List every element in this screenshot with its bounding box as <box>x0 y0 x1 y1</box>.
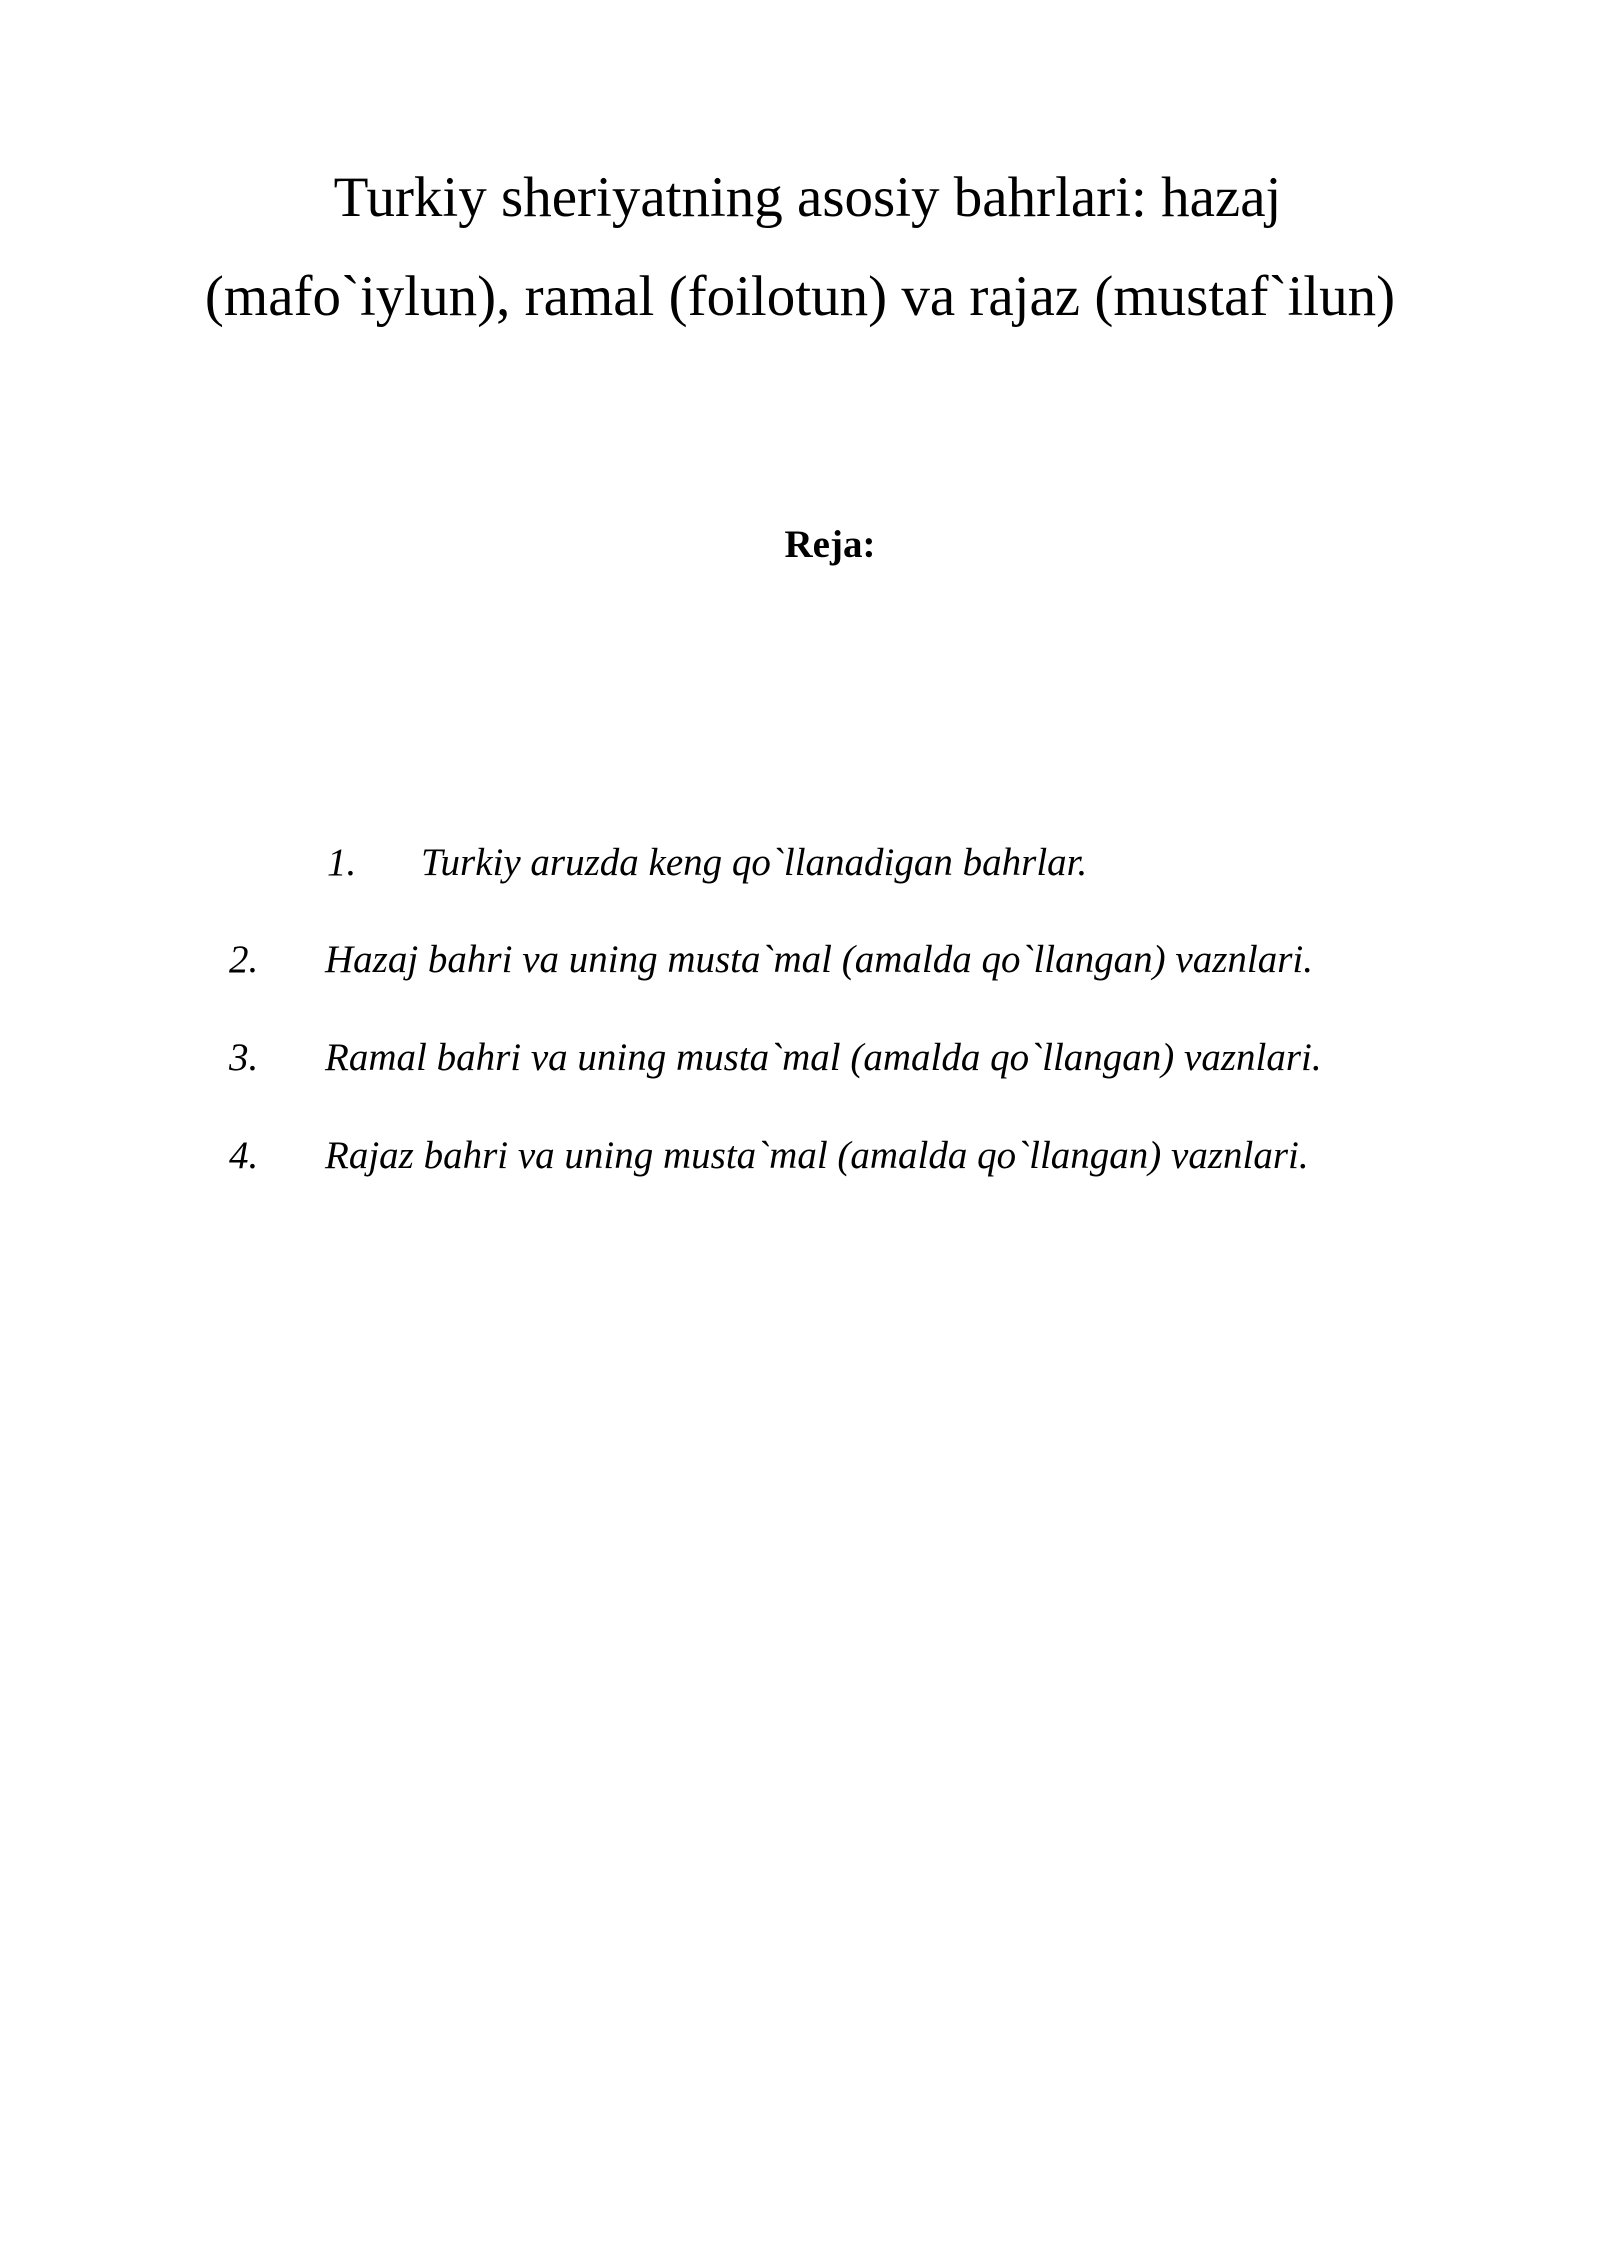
document-title <box>0 148 1600 346</box>
plan-item-number: 3. <box>229 1036 259 1079</box>
plan-item-text: Ramal bahri va uning musta`mal (amalda qo`llangan) vaznlari. <box>325 1036 1322 1079</box>
plan-item-text: Turkiy aruzda keng qo`llanadigan bahrlar. <box>421 841 1088 884</box>
plan-item-number: 2. <box>229 938 259 981</box>
title-line-1: Turkiy sheriyatning asosiy bahrlari: hazaj <box>333 166 1282 229</box>
title-line-2: (mafo`iylun), ramal (foilotun) va rajaz (mustaf`ilun) <box>204 265 1396 328</box>
plan-item-text: Hazaj bahri va uning musta`mal (amalda qo`llangan) vaznlari. <box>325 938 1313 981</box>
plan-item-number: 4. <box>229 1134 259 1177</box>
plan-item-text: Rajaz bahri va uning musta`mal (amalda qo`llangan) vaznlari. <box>325 1134 1309 1177</box>
plan-heading: Reja: <box>784 523 876 566</box>
plan-item-number: 1. <box>327 841 357 884</box>
